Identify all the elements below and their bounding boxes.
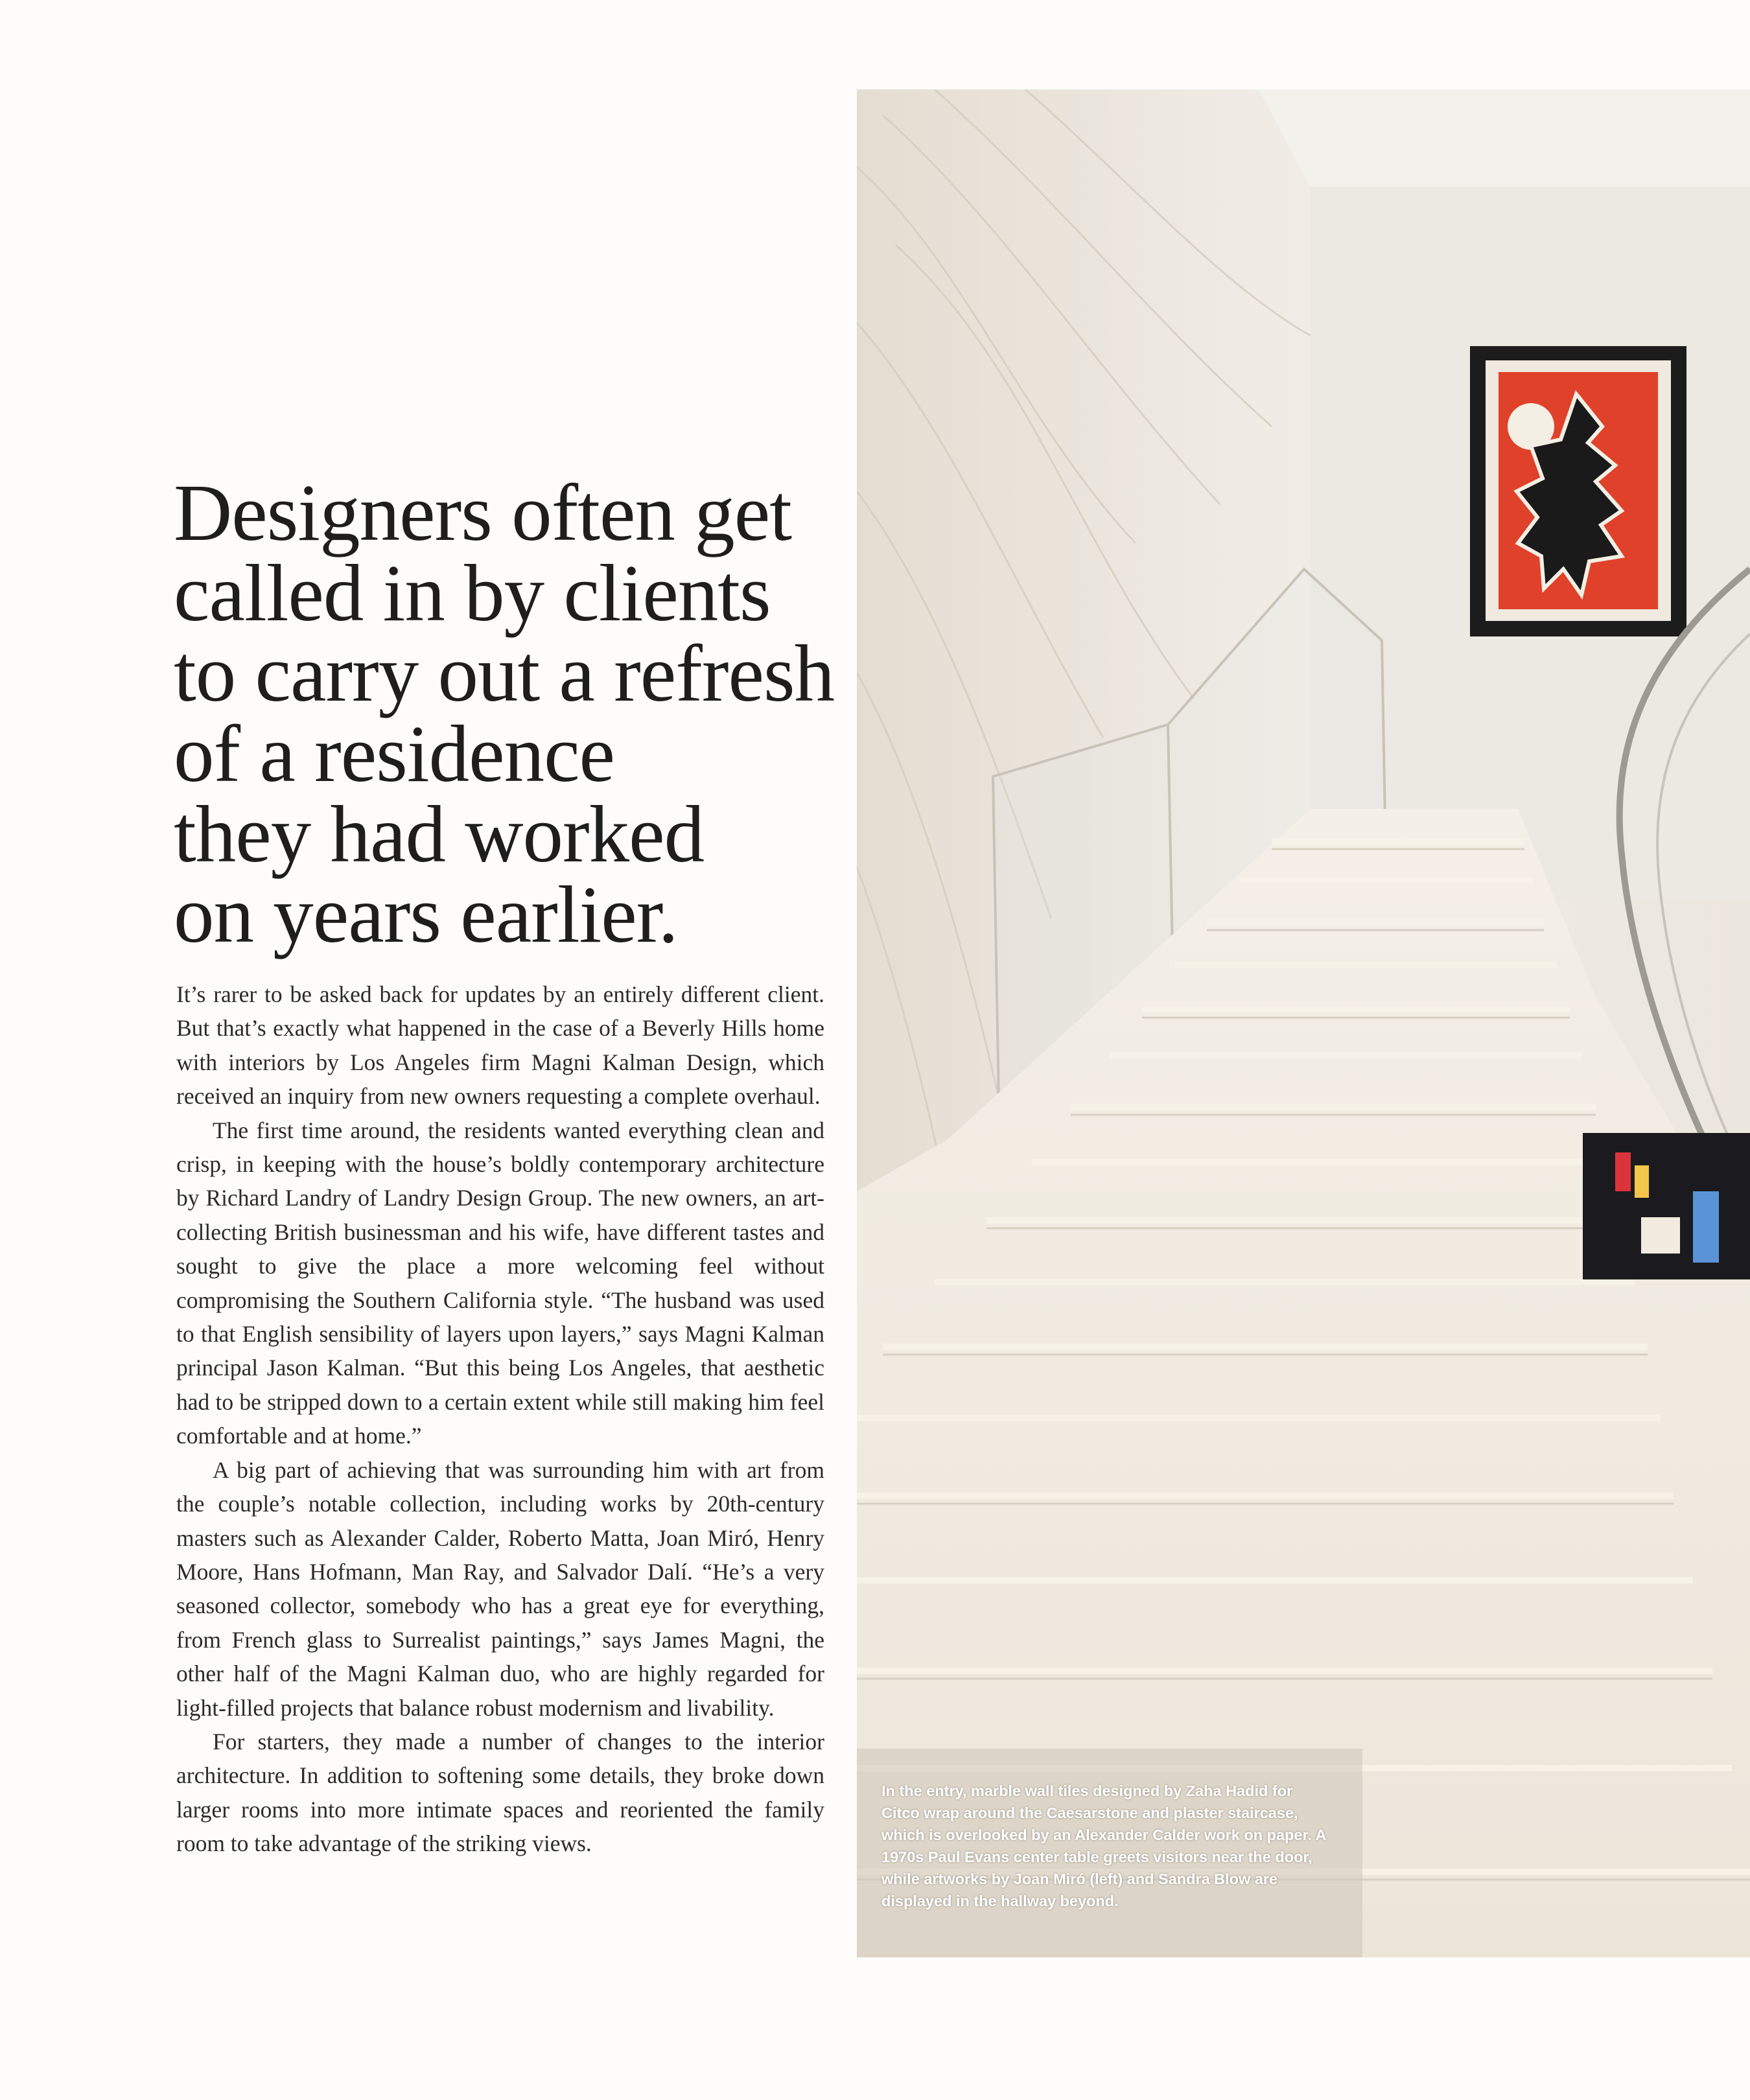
staircase-photo	[857, 89, 1750, 1957]
headline	[174, 469, 841, 960]
headline-line-5: they had worked	[174, 790, 705, 880]
headline-line-6: on years earlier.	[174, 870, 678, 960]
body-paragraph-4: For starters, they made a number of changes to the interior architecture. In addition to softening some details, they broke down larger rooms into more intimate spaces and reoriented the family room to take advantage of the striking views.	[176, 1728, 824, 1857]
ceiling	[1259, 89, 1750, 187]
miro-artwork	[1583, 1133, 1750, 1279]
body-paragraph-3: A big part of achieving that was surrounding him with art from the couple’s notable collection, including works by 20th-century masters such as Alexander Calder, Roberto Matta, Joan Miró, Henry Moore, Hans Hofmann, Man Ray, and Salvador Dalí. “He’s a very seasoned collector, somebody who has a great eye for everything, from French glass to Surrealist paintings,” says James Magni, the other half of the Magni Kalman duo, who are highly regarded for light-filled projects that balance robust modernism and livability.	[176, 1456, 824, 1721]
headline-line-2: called in by clients	[174, 549, 771, 638]
photo-caption: In the entry, marble wall tiles designed by Zaha Hadid for Citco wrap around the Caesarstone and plaster staircase, which is overlooked by an Alexander Calder work on paper. A 1970s Paul Evans center table greets visitors near the door, while artworks by Joan Miró (left) and Sandra Blow are displayed in the hallway beyond.	[881, 1782, 1326, 1909]
body-paragraph-2: The first time around, the residents wanted everything clean and crisp, in keeping with the house’s boldly contemporary architecture by Richard Landry of Landry Design Group. The new owners, an art-collecting British businessman and his wife, have different tastes and sought to give the place a more welcoming feel without compromising the Southern California style. “The husband was used to that English sensibility of layers upon layers,” says Magni Kalman principal Jason Kalman. “But this being Los Angeles, that aesthetic had to be stripped down to a certain extent while still making him feel comfortable and at home.”	[176, 1117, 824, 1449]
headline-line-3: to carry out a refresh	[174, 629, 835, 719]
staircase-illustration	[857, 89, 1750, 1957]
headline-line-1: Designers often get	[174, 469, 791, 558]
article-body	[176, 977, 824, 1861]
body-paragraph-1: It’s rarer to be asked back for updates by an entirely different client. But that’s exactly what happened in the case of a Beverly Hills home with interiors by Los Angeles firm Magni Kalman Design, which received an inquiry from new owners requesting a complete overhaul.	[176, 981, 824, 1110]
headline-line-4: of a residence	[174, 710, 615, 799]
calder-artwork	[1470, 346, 1686, 636]
